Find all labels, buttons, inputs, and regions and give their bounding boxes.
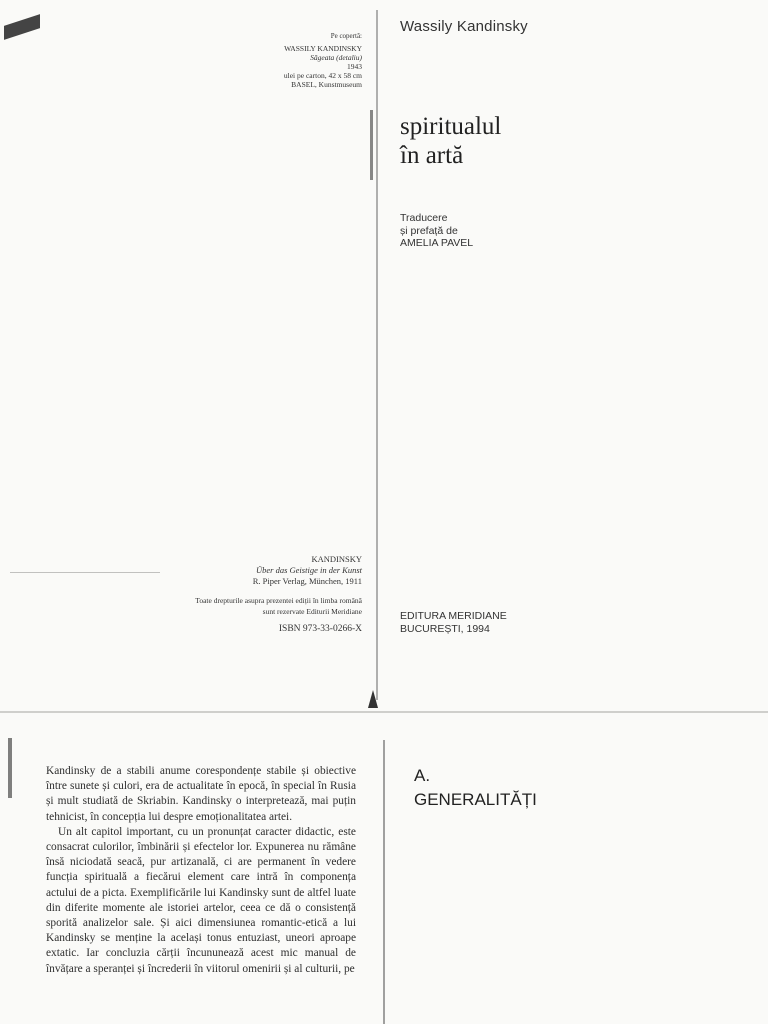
book-gutter [376, 10, 378, 700]
imprint-author: KANDINSKY [311, 554, 362, 564]
section-heading [414, 764, 537, 812]
book-title-line-1: spiritualul [400, 113, 502, 140]
cover-artist: WASSILY KANDINSKY [284, 44, 362, 53]
cover-medium: ulei pe carton, 42 x 58 cm [283, 71, 362, 80]
imprint-original-publisher: R. Piper Verlag, München, 1911 [252, 576, 362, 586]
translator-credit [400, 212, 473, 250]
page-divider [0, 711, 768, 713]
imprint-original-title: Über das Geistige in der Kunst [255, 565, 362, 575]
book-title-line-2: în artă [400, 142, 464, 169]
isbn: ISBN 973-33-0266-X [278, 624, 362, 634]
cover-credit-label: Pe copertă: [330, 32, 362, 40]
imprint [140, 554, 362, 635]
cover-work: Săgeata (detaliu) [310, 53, 362, 62]
preface-text [46, 764, 356, 977]
imprint-rights-1: Toate drepturile asupra prezentei ediții în limba română [195, 596, 362, 605]
preface-paragraph: Un alt capitol important, cu un pronunțat caracter didactic, este consacrat culorilor, îmbinării și efectelor lor. Expunerea nu rămâne însă niciodată seacă, pur artizanală, ci are permanent în vedere funcția spirituală a fiecărui element care intră în componența actului de a picta. Exemplificările lui Kandinsky sunt de altfel luate din diferite momente ale istoriei artelor, ceea ce dă o consistență sporită analizelor sale. Și aici dimensiunea romantic-etică a lui Kandinsky se menține la același tonus entuziast, uneori aproape extatic. Iar concluzia cărții încununează acest mic manual de învățare a speranței și încrederii în viitorul omenirii și al culturii, pe [46, 825, 356, 975]
translator-line-1: Traducere [400, 212, 448, 224]
scan-mark [8, 738, 12, 798]
preface-paragraph: Kandinsky de a stabili anume corespondențe stabile și obiective între sunete și culori, era de actualitate în epocă, în special în Rusia și mult studiată de Skriabin. Kandinsky o interpretează, mai puțin tehnicist, în concepția lui despre emoționalitatea artei. [46, 765, 356, 823]
translator-name: AMELIA PAVEL [400, 237, 474, 249]
cover-location: BASEL, Kunstmuseum [291, 80, 362, 89]
cover-year: 1943 [347, 62, 362, 71]
section-title: GENERALITĂȚI [414, 790, 537, 809]
book-gutter [383, 740, 385, 1024]
publisher-place-year: BUCUREȘTI, 1994 [400, 623, 490, 635]
publisher-name: EDITURA MERIDIANE [400, 610, 507, 622]
book-title [400, 112, 501, 170]
cover-credit [230, 32, 362, 89]
imprint-rights-2: sunt rezervate Editurii Meridiane [262, 607, 362, 616]
scan-mark [370, 110, 373, 180]
section-letter: A. [414, 766, 431, 785]
publisher [400, 610, 507, 636]
translator-line-2: și prefață de [400, 224, 458, 237]
author-name: Wassily Kandinsky [400, 18, 528, 35]
scan-mark [10, 572, 160, 573]
